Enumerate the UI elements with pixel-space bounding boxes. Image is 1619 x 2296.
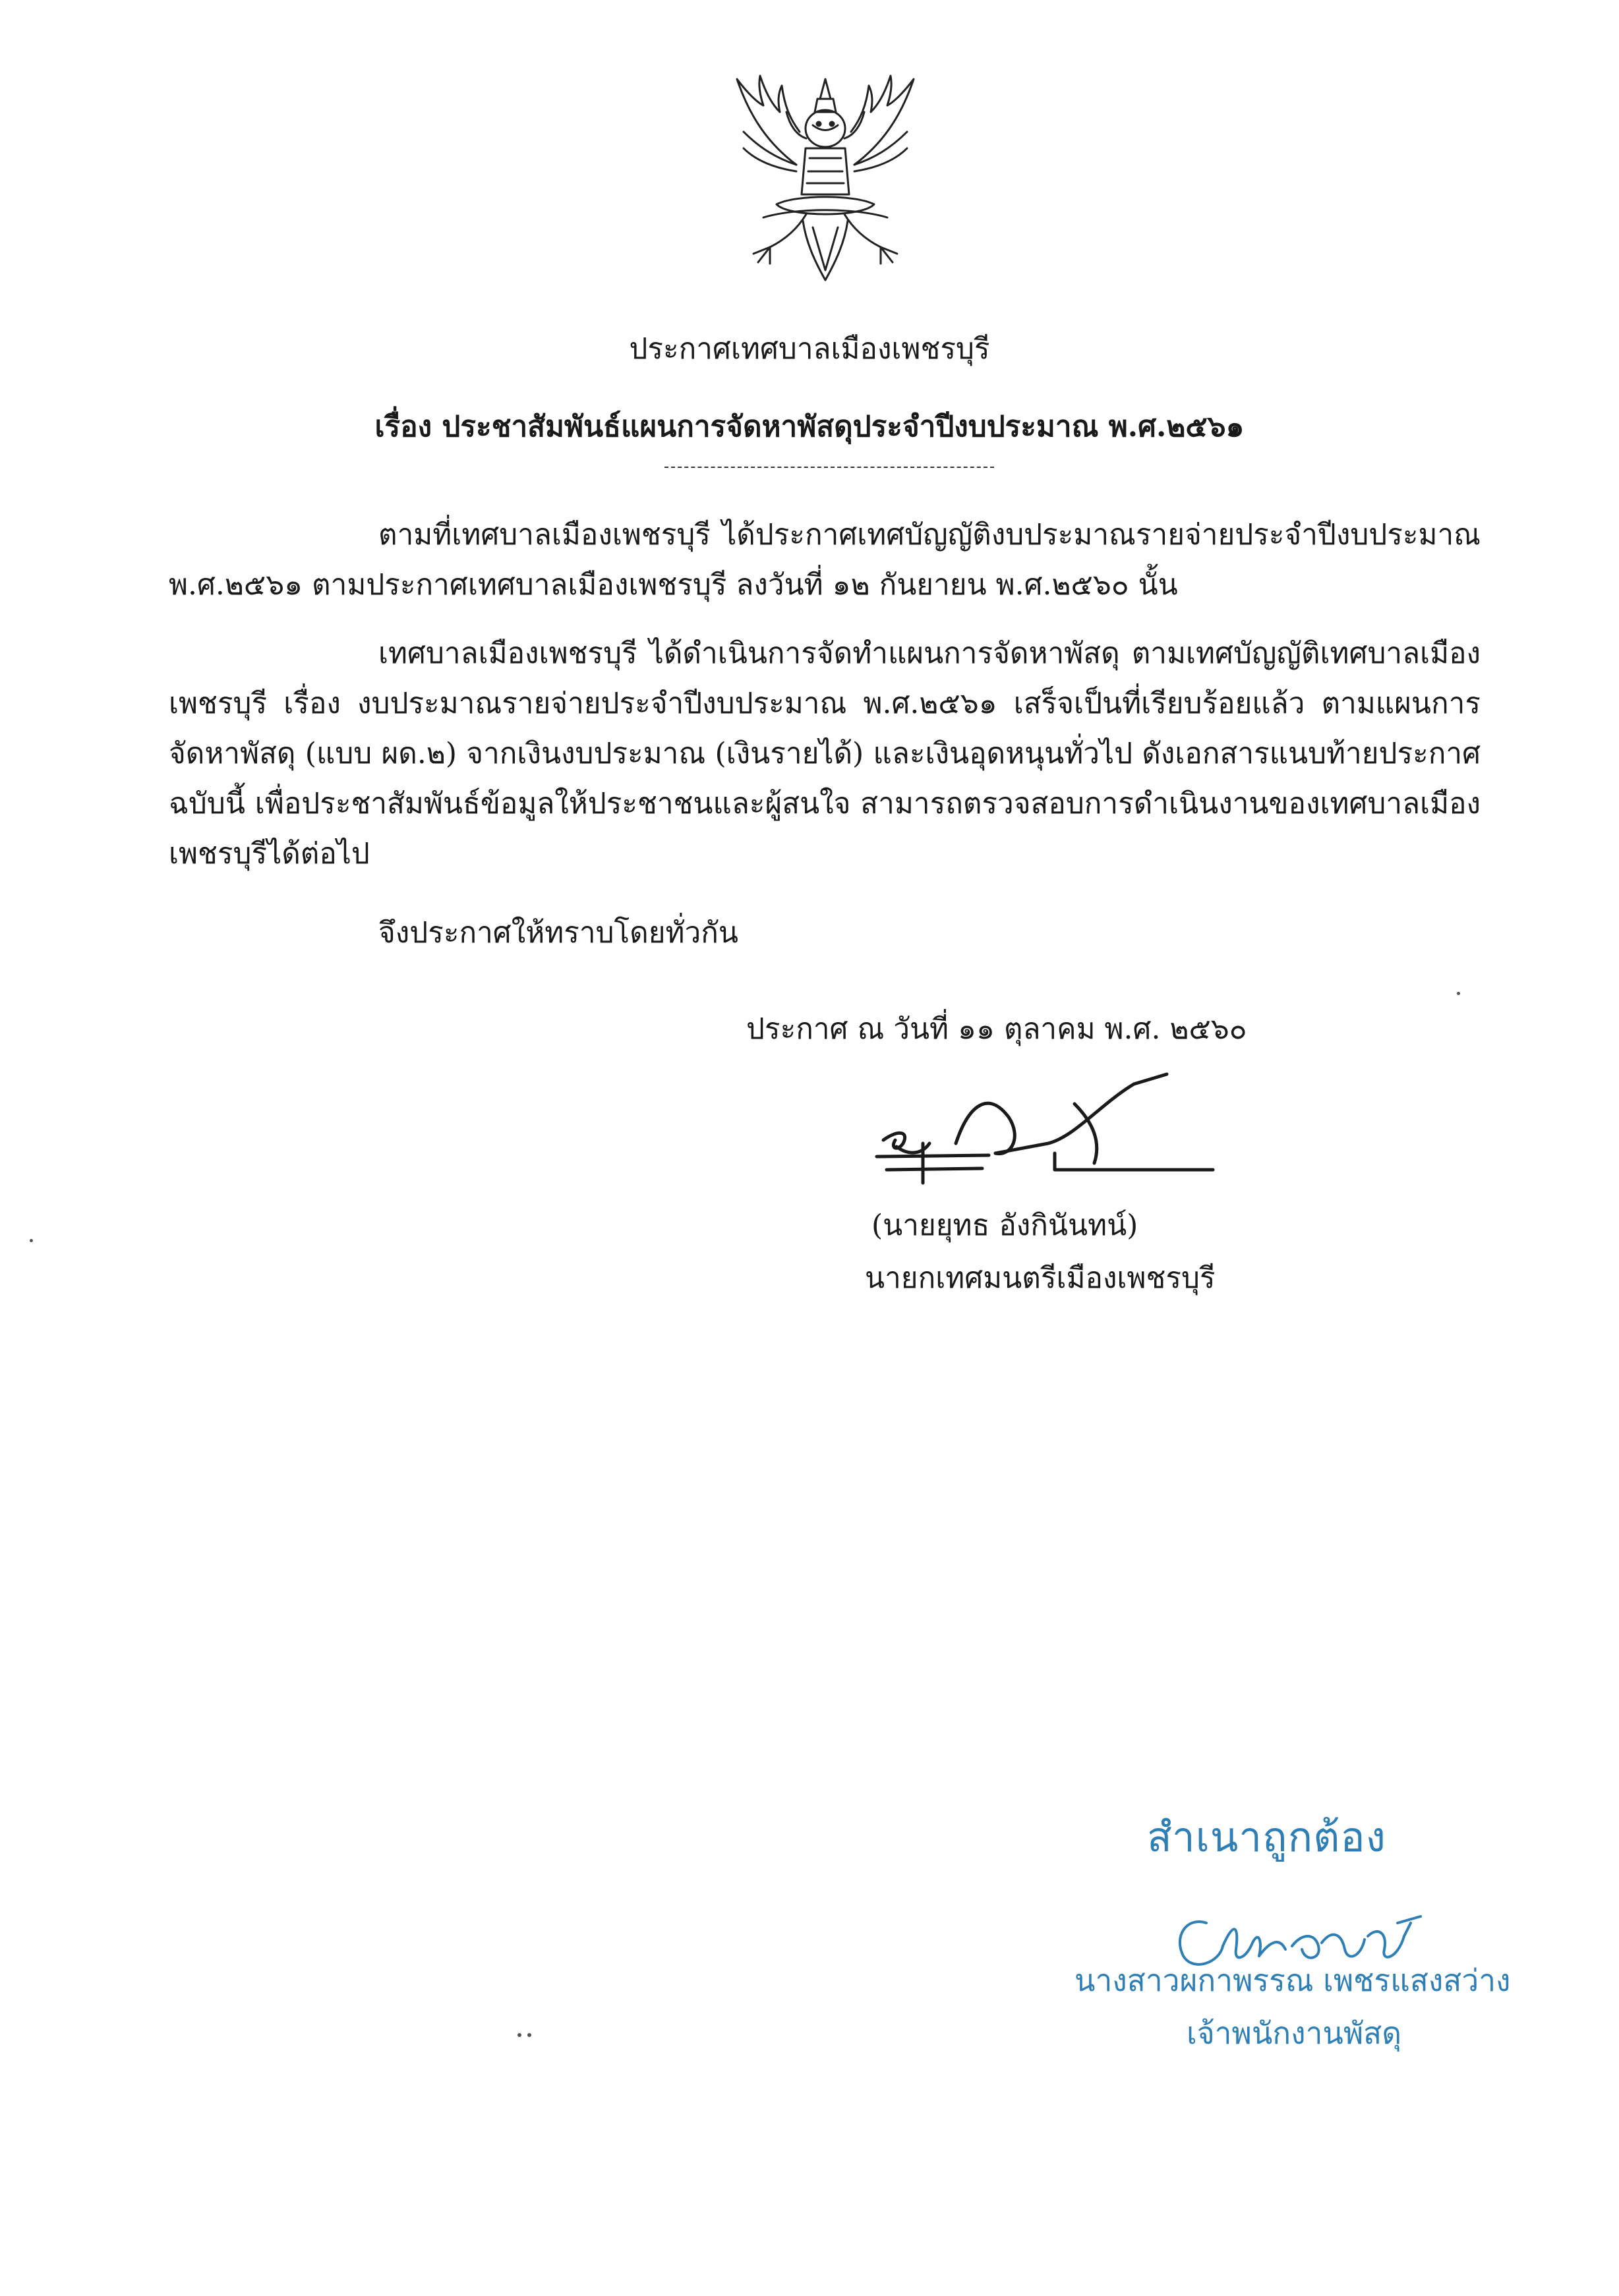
stamp-officer-name: นางสาวผกาพรรณ เพชรแสงสว่าง: [1074, 1963, 1511, 1998]
closing-line: จึงประกาศให้ทราบโดยทั่วกัน: [378, 916, 738, 950]
document-heading: ประกาศเทศบาลเมืองเพชรบุรี: [629, 332, 990, 366]
paragraph2-line1: เทศบาลเมืองเพชรบุรี ได้ดำเนินการจัดทำแผนการจัดหาพัสดุ ตามเทศบัญญัติเทศบาลเมือง: [378, 637, 1481, 670]
scan-speck: [1457, 992, 1460, 995]
paragraph1-line2: พ.ศ.๒๕๖๑ ตามประกาศเทศบาลเมืองเพชรบุรี ลงวันที่ ๑๒ กันยายน พ.ศ.๒๕๖๐ นั้น: [169, 568, 1178, 602]
paragraph2-line5: เพชรบุรีได้ต่อไป: [169, 837, 370, 871]
scan-speck: [30, 1239, 33, 1242]
scan-speck: [527, 2033, 531, 2037]
signer-position: นายกเทศมนตรีเมืองเพชรบุรี: [865, 1261, 1216, 1295]
certified-copy-stamp-title: สำเนาถูกต้อง: [1147, 1813, 1386, 1861]
paragraph2-line3: จัดหาพัสดุ (แบบ ผด.๒) จากเงินงบประมาณ (เงินรายได้) และเงินอุดหนุนทั่วไป ดังเอกสารแนบท้ายประกาศ: [169, 737, 1481, 770]
scan-speck: [517, 2033, 521, 2037]
document-subject: เรื่อง ประชาสัมพันธ์แผนการจัดหาพัสดุประจำปีงบประมาณ พ.ศ.๒๕๖๑: [374, 410, 1245, 444]
garuda-emblem-icon: [697, 66, 953, 290]
paragraph2-line4: ฉบับนี้ เพื่อประชาสัมพันธ์ข้อมูลให้ประชาชนและผู้สนใจ สามารถตรวจสอบการดำเนินงานของเทศบาลเมือง: [169, 787, 1481, 820]
stamp-officer-position: เจ้าพนักงานพัสดุ: [1187, 2015, 1402, 2051]
signature-icon: [857, 1064, 1226, 1186]
signer-name: (นายยุทธ อังกินันทน์): [871, 1209, 1138, 1242]
paragraph2-line2: เพชรบุรี เรื่อง งบประมาณรายจ่ายประจำปีงบประมาณ พ.ศ.๒๕๖๑ เสร็จเป็นที่เรียบร้อยแล้ว ตามแผนการ: [169, 687, 1481, 720]
heading-divider: [664, 467, 994, 468]
paragraph1-line1: ตามที่เทศบาลเมืองเพชรบุรี ได้ประกาศเทศบัญญัติงบประมาณรายจ่ายประจำปีงบประมาณ: [378, 518, 1481, 552]
date-line: ประกาศ ณ วันที่ ๑๑ ตุลาคม พ.ศ. ๒๕๖๐: [746, 1012, 1247, 1046]
